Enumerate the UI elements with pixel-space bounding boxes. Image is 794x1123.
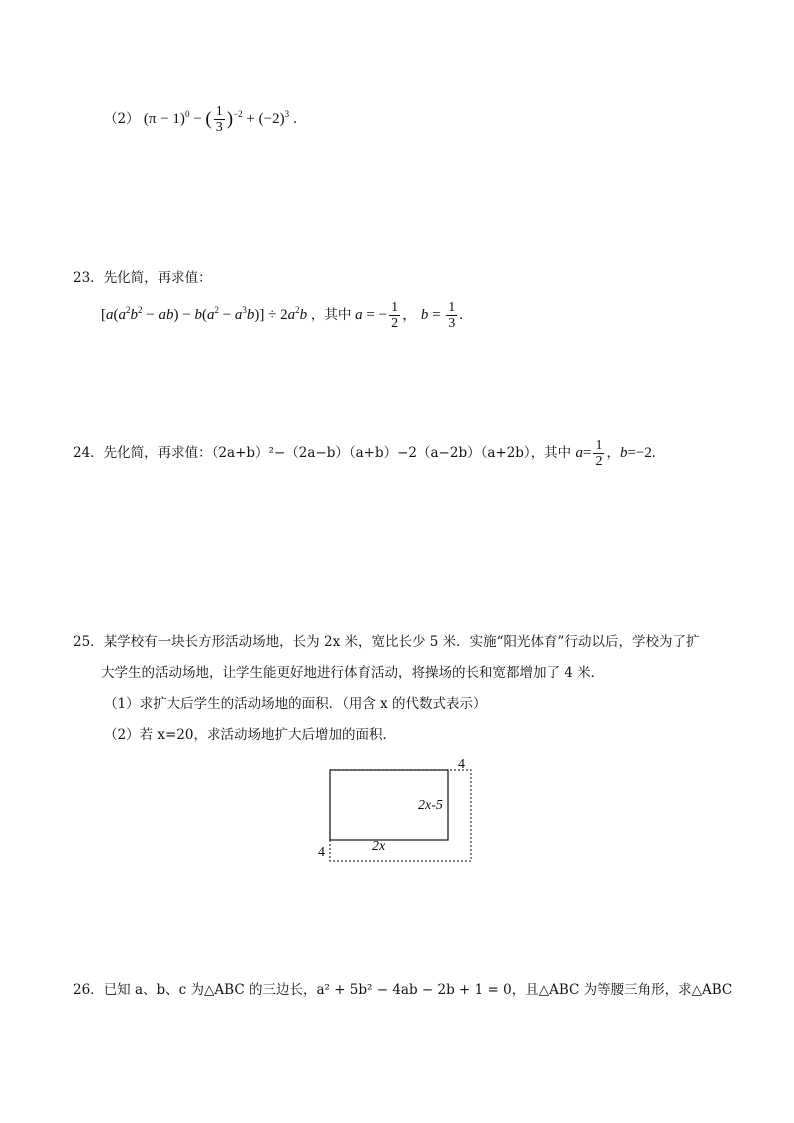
field-diagram [300, 752, 500, 872]
label-length: 2x [372, 839, 386, 854]
question-25-sub-2: （2）若 x=20，求活动场地扩大后增加的面积． [104, 727, 396, 743]
question-25-line-2: 大学生的活动场地，让学生能更好地进行体育活动，将操场的长和宽都增加了 4 米． [101, 665, 605, 681]
formula: $(\pi - 1)^0$ − ( $\frac{1}{3}$ )$^{-2} + (-2)^3$ [143, 104, 290, 135]
question-number: 26． [73, 982, 104, 998]
question-26: 26．已知 a、b、c 为△ABC 的三边长，a² + 5b² − 4ab − 2b + 1 = 0，且△ABC 为等腰三角形，求△ABC [73, 982, 733, 998]
question-23-expression: $[a(a^2b^2 - ab) - b(a^2 - a^3b)] \div 2a^2b$ ，其中 a = − $\frac{1}{2}$ ， b = $\frac{1}{3}$ . [101, 300, 464, 331]
question-24: 24．先化简，再求值：（2a+b）²−（2a−b）（a+b）−2（a−2b）（a+2b），其中 a= $\frac{1}{2}$ ，b=−2. [73, 438, 656, 469]
question-22-part-2: （2） $(\pi - 1)^0$ − ( $\frac{1}{3}$ )$^{-2} + (-2)^3$ . [104, 104, 298, 135]
question-title: 先化简，再求值： [103, 445, 212, 461]
question-number: 25． [73, 634, 104, 650]
question-number: 23． [73, 270, 104, 286]
question-number: 24． [73, 445, 104, 461]
label-extension-top: 4 [458, 757, 465, 772]
label-width: 2x-5 [418, 798, 443, 813]
question-25-line-1: 25．某学校有一块长方形活动场地，长为 2x 米，宽比长少 5 米．实施“阳光体育”行动以后，学校为了扩 [73, 634, 700, 650]
label-extension-left: 4 [318, 845, 325, 860]
question-title: 先化简，再求值： [103, 270, 212, 286]
expression: （2a+b）²−（2a−b）（a+b）−2（a−2b）（a+2b） [211, 445, 531, 461]
part-label: （2） [104, 110, 140, 127]
question-23-header [73, 268, 212, 288]
question-25-sub-1: （1）求扩大后学生的活动场地的面积．（用含 x 的代数式表示） [104, 696, 487, 712]
